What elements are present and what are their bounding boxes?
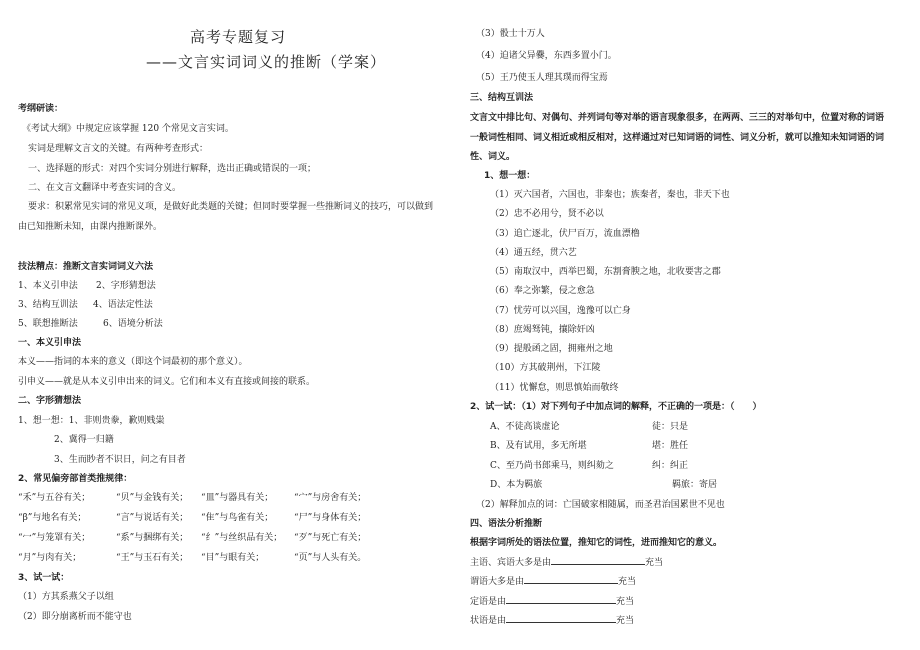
think-item: （3）追亡逐北，伏尸百万，流血漂橹	[490, 229, 640, 239]
section-heading: 四、语法分析推断	[470, 519, 543, 529]
method-item: 5、联想推断法	[18, 319, 78, 329]
think-item: （5）南取汉中，西举巴蜀，东割膏腴之地，北收要害之郡	[490, 267, 721, 277]
try-item: （4）迫诸父异爨，东西多置小门。	[476, 51, 617, 61]
think-item: （7）忧劳可以兴国，逸豫可以亡身	[490, 306, 631, 316]
grammar-fill: 主语、宾语大多是由 充当	[470, 558, 664, 568]
choice-gloss: 羁旅：寄居	[672, 480, 718, 490]
choice-text: B、及有试用，多无所堪	[490, 441, 587, 451]
answer-blank[interactable]	[551, 556, 645, 565]
radical-rule: “皿”与器具有关；	[201, 493, 274, 503]
explain-item: （2）解释加点的词：亡国破家相随属，而圣君治国累世不见也	[476, 500, 725, 510]
radical-rule: “页”与人头有关。	[294, 553, 367, 563]
answer-blank[interactable]	[506, 595, 616, 604]
think-item: （1）灭六国者，六国也，非秦也；族秦者，秦也，非天下也	[490, 190, 730, 200]
section-heading: 三、结构互训法	[470, 93, 534, 103]
page-title: 高考专题复习	[190, 28, 287, 46]
radical-rule: “言”与说话有关；	[116, 513, 189, 523]
choice-gloss: 纠：纠正	[652, 461, 689, 471]
kaogang-line: 实词是理解文言文的关键。有两种考查形式：	[28, 144, 209, 154]
think-item: （8）庶竭驽钝，攘除奸凶	[490, 325, 595, 335]
section-heading: 二、字形猜想法	[18, 396, 82, 406]
radical-rule: “月”与肉有关；	[18, 553, 82, 563]
try-item: （2）即分崩离析而不能守也	[18, 612, 132, 622]
choice-text: C、至乃尚书郎乘马，则纠劾之	[490, 461, 614, 471]
try-item: （5）王乃使玉人理其璞而得宝焉	[476, 73, 608, 83]
radical-rule: “歹”与死亡有关；	[294, 533, 367, 543]
think-item: （4）通五经，贯六艺	[490, 248, 577, 258]
method-item: 4、语法定性法	[93, 300, 153, 310]
think-item: （2）忠不必用兮，贤不必以	[490, 209, 604, 219]
page-subtitle: ——文言实词词义的推断（学案）	[146, 53, 387, 71]
think-item: （9）提般函之固，拥雍州之地	[490, 344, 613, 354]
section-heading: 3、试一试：	[18, 573, 70, 583]
think-item: 1、想一想：1、非则贵豢，歉则贱粜	[18, 416, 165, 426]
jifa-heading: 技法精点：推断文言实词词义六法	[18, 262, 154, 272]
think-heading: 1、想一想：	[484, 171, 536, 181]
kaogang-line: 由已知推断未知，由课内推断课外。	[18, 222, 163, 232]
grammar-fill: 状语是由 充当	[470, 616, 635, 626]
yinshen-text: 引申义——就是从本义引申出来的词义。它们和本义有直接或间接的联系。	[18, 377, 316, 387]
section-heading: 一、本义引申法	[18, 338, 82, 348]
kaogang-line: 要求：积累常见实词的常见义项，是做好此类题的关键；但同时要掌握一些推断词义的技巧，可以做到	[28, 202, 434, 212]
think-item: （10）方其破荆州，下江陵	[490, 363, 601, 373]
choice-gloss: 徒：只是	[652, 422, 689, 432]
grammar-fill: 定语是由 充当	[470, 597, 635, 607]
radical-rule: “目”与眼有关；	[201, 553, 265, 563]
think-item: 2、冀得一归籍	[54, 435, 114, 445]
radical-rule: “王”与玉石有关；	[116, 553, 189, 563]
kaogang-line: 《考试大纲》中规定应该掌握 120 个常见文言实词。	[22, 124, 234, 134]
try-question: 2、试一试：（1）对下列句子中加点词的解释，不正确的一项是：（ ）	[470, 402, 762, 412]
benyi-text: 本义——指词的本来的意义（即这个词最初的那个意义）。	[18, 357, 248, 367]
method-item: 1、本义引申法	[18, 281, 78, 291]
think-item: （6）奉之弥繁，侵之愈急	[490, 286, 595, 296]
choice-gloss: 堪：胜任	[652, 441, 689, 451]
radical-rule: “贝”与金钱有关；	[116, 493, 189, 503]
kaogang-line: 二、在文言文翻译中考查实词的含义。	[28, 183, 182, 193]
try-item: （1）方其系燕父子以组	[18, 592, 114, 602]
section-desc: 文言文中排比句、对偶句、并列词句等对举的语言现象很多，在两两、三三的对举句中，位置对称的词语	[470, 113, 885, 123]
radical-rule: “宀”与房舍有关；	[294, 493, 367, 503]
radical-rule: “尸”与身体有关；	[294, 513, 367, 523]
method-item: 6、语境分析法	[103, 319, 163, 329]
radical-rule: “冖”与笼罩有关；	[18, 533, 91, 543]
radical-rule: “系”与捆绑有关；	[116, 533, 189, 543]
answer-blank[interactable]	[524, 575, 618, 584]
radical-rule: “β”与地名有关；	[18, 513, 87, 523]
radical-heading: 2、常见偏旁部首类推规律：	[18, 474, 133, 484]
kaogang-heading: 考纲研读：	[18, 104, 64, 114]
section-desc: 性、词义。	[470, 152, 516, 162]
try-item: （3）骰士十万人	[476, 29, 545, 39]
think-item: 3、生而眇者不识日，问之有目者	[54, 455, 186, 465]
radical-rule: “隹”与鸟雀有关；	[201, 513, 274, 523]
grammar-fill: 谓语大多是由 充当	[470, 577, 637, 587]
answer-blank[interactable]	[506, 614, 616, 623]
radical-rule: “禾”与五谷有关；	[18, 493, 91, 503]
choice-text: D、本为羁旅	[490, 480, 543, 490]
section-desc: 根据字词所处的语法位置，推知它的词性，进而推知它的意义。	[470, 538, 723, 548]
method-item: 3、结构互训法	[18, 300, 78, 310]
radical-rule: “纟”与丝织品有关；	[201, 533, 283, 543]
method-item: 2、字形猜想法	[96, 281, 156, 291]
choice-text: A、不徒高谈虚论	[490, 422, 560, 432]
section-desc: 一般词性相同、词义相近或相反相对，这样通过对已知词语的词性、词义分析，就可以推知未知词语的词	[470, 133, 885, 143]
think-item: （11）忧懈怠，则思慎始而敬终	[490, 383, 619, 393]
kaogang-line: 一、选择题的形式：对四个实词分别进行解释，选出正确或错误的一项；	[28, 164, 317, 174]
